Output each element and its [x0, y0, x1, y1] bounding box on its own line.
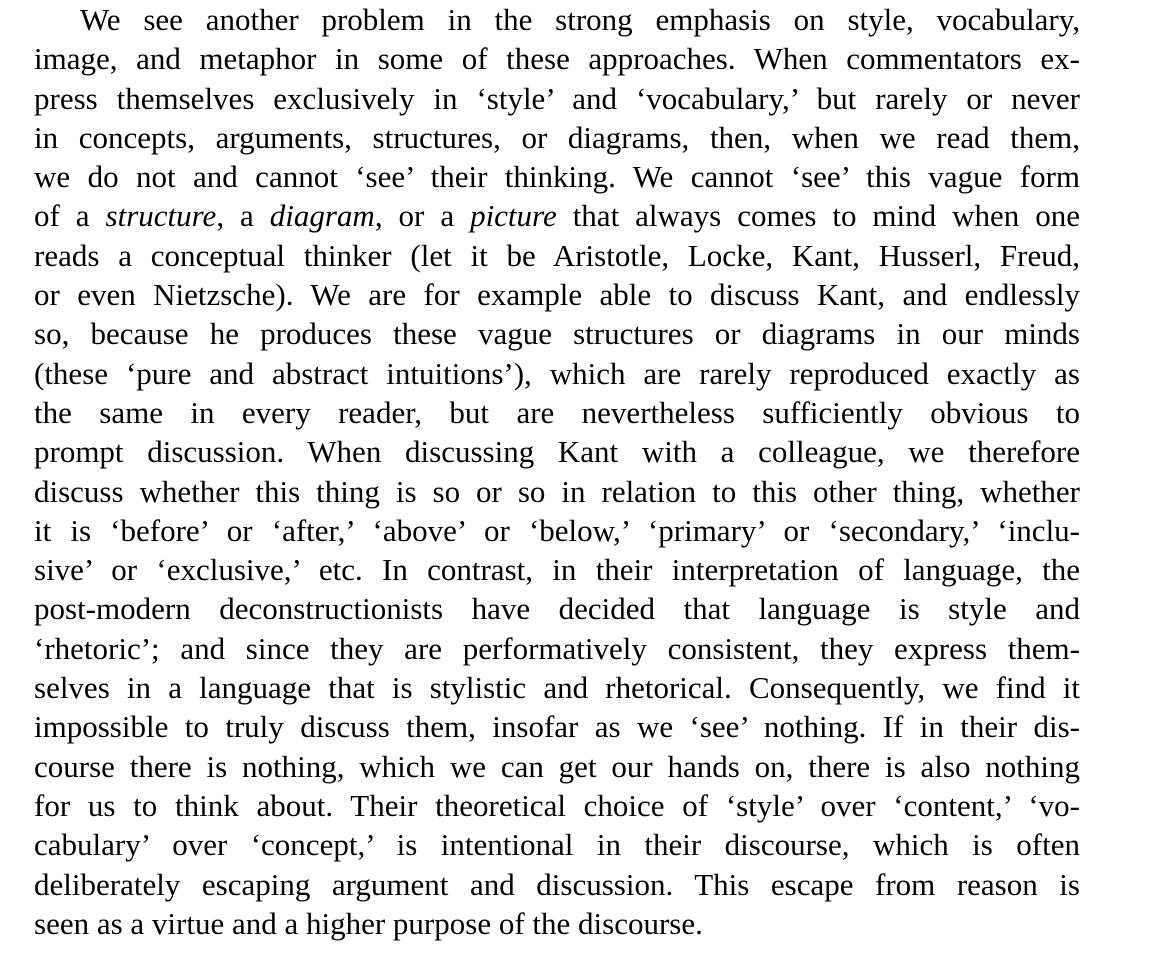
text-line: in concepts, arguments, structures, or diagrams, then, when we read them, [34, 119, 1080, 155]
text-line: the same in every reader, but are nevertheless sufficiently obvious to [34, 394, 1080, 430]
text-line: we do not and cannot ‘see’ their thinking. We cannot ‘see’ this vague form [34, 159, 1080, 195]
text-segment: that always comes to mind when one [556, 198, 1080, 234]
text-line: ‘rhetoric’; and since they are performatively consistent, they express them- [34, 630, 1080, 666]
emphasis-structure: structure [105, 198, 217, 234]
text-line: it is ‘before’ or ‘after,’ ‘above’ or ‘below,’ ‘primary’ or ‘secondary,’ ‘inclu- [34, 512, 1080, 548]
text-line: seen as a virtue and a higher purpose of the discourse. [34, 905, 703, 941]
body-paragraph [34, 0, 1080, 943]
text-segment: of a [34, 198, 106, 234]
text-line: We see another problem in the strong emphasis on style, vocabulary, [80, 2, 1080, 37]
text-segment: , or a [374, 198, 471, 234]
text-line: (these ‘pure and abstract intuitions’), which are rarely reproduced exactly as [34, 355, 1080, 391]
text-line: selves in a language that is stylistic and rhetorical. Consequently, we find it [34, 670, 1080, 706]
text-line: prompt discussion. When discussing Kant with a colleague, we therefore [34, 434, 1080, 470]
text-line: reads a conceptual thinker (let it be Aristotle, Locke, Kant, Husserl, Freud, [34, 237, 1080, 273]
text-line [34, 196, 1080, 235]
text-line: for us to think about. Their theoretical choice of ‘style’ over ‘content,’ ‘vo- [34, 787, 1080, 823]
text-segment: , a [216, 198, 270, 234]
document-page [34, 0, 1080, 943]
emphasis-picture: picture [470, 198, 557, 234]
text-line: course there is nothing, which we can get our hands on, there is also nothing [34, 748, 1080, 784]
text-line: post-modern deconstructionists have decided that language is style and [34, 591, 1080, 627]
emphasis-diagram: diagram [269, 198, 375, 234]
text-line: deliberately escaping argument and discussion. This escape from reason is [34, 866, 1080, 902]
text-line: image, and metaphor in some of these approaches. When commentators ex- [34, 41, 1080, 77]
text-line: press themselves exclusively in ‘style’ and ‘vocabulary,’ but rarely or never [34, 80, 1080, 116]
text-line: sive’ or ‘exclusive,’ etc. In contrast, in their interpretation of language, the [34, 552, 1080, 588]
text-line: impossible to truly discuss them, insofar as we ‘see’ nothing. If in their dis- [34, 709, 1080, 745]
text-line: cabulary’ over ‘concept,’ is intentional in their discourse, which is often [34, 827, 1080, 863]
text-line: so, because he produces these vague structures or diagrams in our minds [34, 316, 1080, 352]
text-line: or even Nietzsche). We are for example able to discuss Kant, and endlessly [34, 277, 1080, 313]
text-line: discuss whether this thing is so or so in relation to this other thing, whether [34, 473, 1080, 509]
